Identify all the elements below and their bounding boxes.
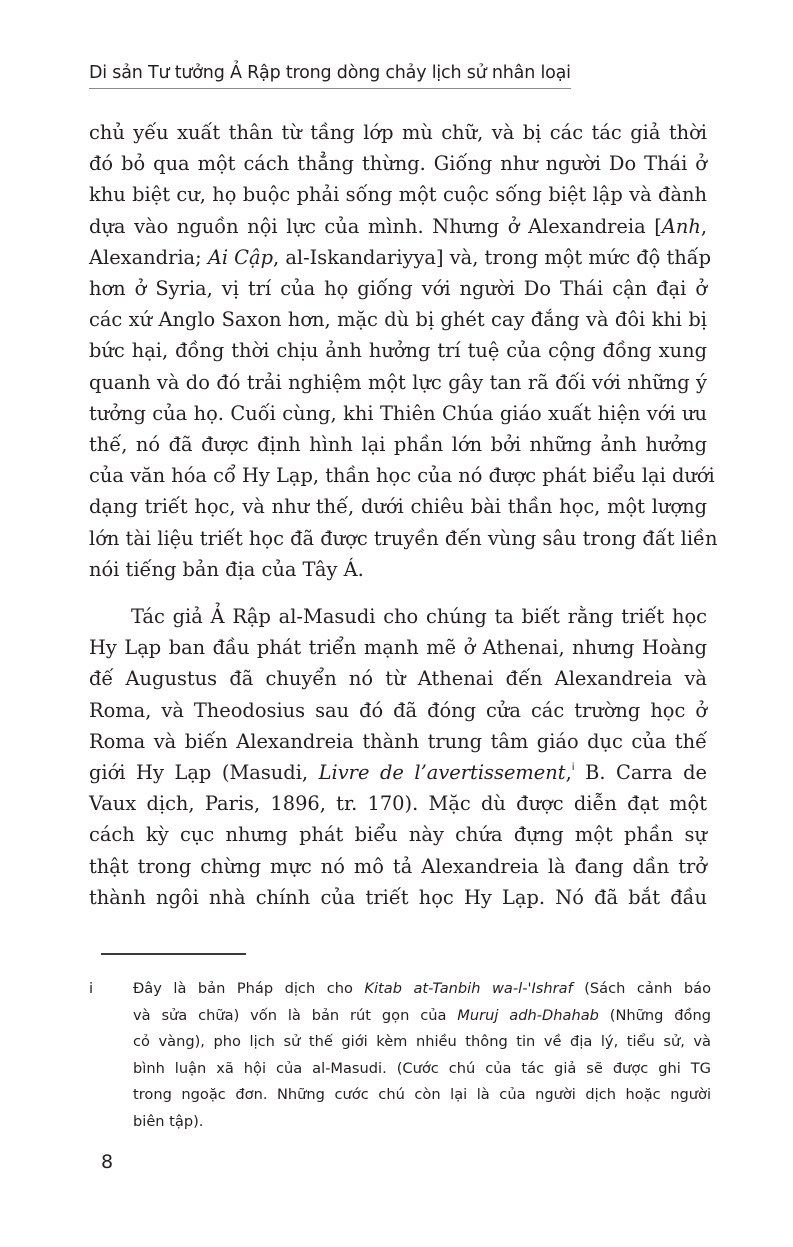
text-line (89, 117, 707, 148)
text-segment: các xứ Anglo Saxon hơn, mặc dù bị ghét cay đắng và đôi khi bị (89, 308, 707, 332)
text-segment: bình luận xã hội của al-Masudi. (Cước chú của tác giả sẽ được ghi TG (133, 1059, 711, 1077)
footnote-line (133, 1003, 711, 1030)
text-segment: thế, nó đã được định hình lại phần lớn bởi những ảnh hưởng (89, 433, 707, 457)
text-line (89, 148, 707, 179)
text-line (89, 273, 707, 304)
text-segment: Đây là bản Pháp dịch cho (133, 980, 365, 997)
text-line (89, 491, 707, 522)
text-segment: Tác giả Ả Rập al-Masudi cho chúng ta biết rằng triết học (131, 605, 707, 629)
italic-text: Ai Cập (207, 245, 273, 269)
text-segment: biên tập). (133, 1112, 204, 1130)
text-segment: đó bỏ qua một cách thẳng thừng. Giống như người Do Thái ở (89, 152, 707, 176)
paragraph (89, 601, 707, 913)
footnote-line (133, 976, 711, 1003)
text-line (89, 460, 715, 491)
text-segment: trong ngoặc đơn. Những cước chú còn lại là của người dịch hoặc người (133, 1086, 711, 1103)
text-segment: bức hại, đồng thời chịu ảnh hưởng trí tuệ của cộng đồng xung (89, 339, 707, 363)
text-segment: hơn ở Syria, vị trí của họ giống với người Do Thái cận đại ở (89, 277, 707, 301)
footnote-line (133, 1109, 711, 1136)
text-segment: tưởng của họ. Cuối cùng, khi Thiên Chúa giáo xuất hiện với ưu (89, 401, 707, 425)
text-segment: nói tiếng bản địa của Tây Á. (89, 557, 364, 581)
text-segment: Vaux dịch, Paris, 1896, tr. 170). Mặc dù được diễn đạt một (89, 792, 707, 816)
footnote-separator (101, 953, 246, 955)
text-segment: lớn tài liệu triết học đã được truyền đến vùng sâu trong đất liền (89, 526, 718, 550)
text-line (89, 554, 707, 585)
text-line (89, 304, 707, 335)
text-segment: , al-Iskandariyya] và, trong một mức độ thấp (273, 245, 712, 269)
text-line (89, 398, 707, 429)
text-segment: chủ yếu xuất thân từ tầng lớp mù chữ, và bị các tác giả thời (89, 121, 707, 144)
paragraph-gap (89, 585, 707, 601)
paragraph (89, 117, 718, 585)
text-segment: thành ngôi nhà chính của triết học Hy Lạp. Nó đã bắt đầu (89, 885, 707, 909)
text-line (89, 757, 707, 788)
text-line (89, 695, 707, 726)
running-head: Di sản Tư tưởng Ả Rập trong dòng chảy lịch sử nhân loại (89, 62, 571, 89)
page-number: 8 (101, 1151, 114, 1173)
text-segment: (Sách cảnh báo (572, 980, 712, 997)
italic-text: Muruj adh-Dhahab (457, 1006, 599, 1024)
text-line (89, 242, 712, 273)
text-line (89, 429, 707, 460)
text-line (89, 601, 707, 632)
italic-text: Anh (661, 214, 701, 238)
text-segment: dạng triết học, và như thế, dưới chiêu bài thần học, một lượng (89, 495, 707, 519)
text-line (89, 851, 707, 882)
italic-text: Livre de l’avertissement (318, 761, 566, 785)
text-segment: , (700, 214, 707, 238)
text-line (89, 882, 707, 913)
text-segment: cách kỳ cục nhưng phát biểu này chứa đựng một phần sự (89, 823, 707, 847)
text-segment: khu biệt cư, họ buộc phải sống một cuộc sống biệt lập và đành (89, 183, 707, 207)
footnote-line (133, 1029, 711, 1056)
text-segment: giới Hy Lạp (Masudi, (89, 761, 319, 785)
text-segment: của văn hóa cổ Hy Lạp, thần học của nó được phát biểu lại dưới (89, 464, 715, 488)
text-segment: thật trong chừng mực nó mô tả Alexandreia là đang dần trở (89, 854, 707, 878)
text-segment: cỏ vàng), pho lịch sử thế giới kèm nhiều thông tin về địa lý, tiểu sử, và (133, 1033, 711, 1050)
text-segment: và sửa chữa) vốn là bản rút gọn của (133, 1006, 458, 1024)
text-line (89, 335, 707, 366)
text-line (89, 788, 707, 819)
body-text (89, 117, 718, 913)
text-line (89, 367, 707, 398)
italic-text: Kitab at-Tanbih wa-l-'Ishraf (364, 980, 573, 997)
text-line (89, 726, 707, 757)
footnote-line (133, 1082, 711, 1109)
text-segment: Roma, và Theodosius sau đó đã đóng cửa các trường học ở (89, 698, 707, 722)
text-segment: Alexandria; (89, 245, 208, 269)
text-line (89, 211, 707, 242)
footnote-body (133, 976, 711, 1135)
text-segment: , (565, 761, 572, 785)
text-line (89, 179, 707, 210)
footnote-marker: i (89, 980, 94, 997)
text-line (89, 632, 707, 663)
footnote (89, 976, 711, 1135)
text-line (89, 523, 718, 554)
text-segment: dựa vào nguồn nội lực của mình. Nhưng ở Alexandreia [ (89, 214, 662, 238)
text-segment: quanh và do đó trải nghiệm một lực gây tan rã đối với những ý (89, 370, 707, 394)
text-segment: Roma và biến Alexandreia thành trung tâm giáo dục của thế (89, 729, 707, 753)
footnote-line (133, 1056, 711, 1083)
text-segment: đế Augustus đã chuyển nó từ Athenai đến Alexandreia và (89, 667, 707, 691)
footnote-reference[interactable]: i (571, 762, 575, 774)
text-line (89, 663, 707, 694)
text-segment: Hy Lạp ban đầu phát triển mạnh mẽ ở Athenai, nhưng Hoàng (89, 636, 707, 660)
text-segment: (Những đồng (598, 1006, 711, 1024)
text-line (89, 819, 707, 850)
text-segment: B. Carra de (574, 761, 707, 785)
